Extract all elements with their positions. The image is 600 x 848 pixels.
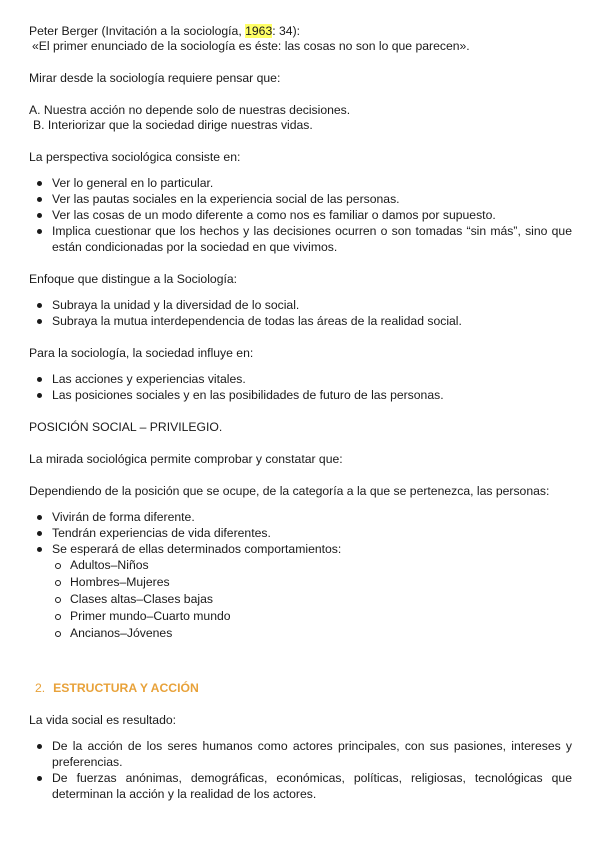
- circle-bullet-icon: [55, 563, 61, 569]
- section-heading: [29, 680, 572, 696]
- bullet-icon: [37, 197, 42, 202]
- posicion-list: [29, 509, 572, 557]
- circle-bullet-icon: [55, 597, 61, 603]
- list-item: Implica cuestionar que los hechos y las decisiones ocurren o son tomadas “sin más”, sino que están condicionadas por la sociedad en que vivimos.: [29, 223, 572, 255]
- bullet-icon: [37, 547, 42, 552]
- list-item: Ver las cosas de un modo diferente a como nos es familiar o damos por supuesto.: [29, 207, 572, 223]
- mirar-lead: Mirar desde la sociología requiere pensar que:: [29, 71, 281, 85]
- enfoque-list: [29, 297, 572, 329]
- perspectiva-list: [29, 175, 572, 255]
- mirar-point-a: A. Nuestra acción no depende solo de nuestras decisiones.: [29, 103, 351, 117]
- section-number: 2.: [35, 681, 46, 695]
- list-item: Tendrán experiencias de vida diferentes.: [29, 525, 572, 541]
- posicion-sublist: [29, 557, 572, 642]
- bullet-icon: [37, 531, 42, 536]
- circle-bullet-icon: [55, 614, 61, 620]
- bullet-icon: [37, 393, 42, 398]
- bullet-icon: [37, 377, 42, 382]
- vida-social-list: [29, 738, 572, 802]
- list-item: Se esperará de ellas determinados comportamientos:: [29, 541, 572, 557]
- section-title: ESTRUCTURA Y ACCIÓN: [53, 681, 199, 695]
- circle-bullet-icon: [55, 631, 61, 637]
- list-item: Las acciones y experiencias vitales.: [29, 371, 572, 387]
- list-item: De la acción de los seres humanos como actores principales, con sus pasiones, intereses y preferencias.: [29, 738, 572, 770]
- berger-quote: «El primer enunciado de la sociología es éste: las cosas no son lo que parecen».: [32, 39, 470, 53]
- bullet-icon: [37, 229, 42, 234]
- document-page: [29, 24, 572, 802]
- circle-bullet-icon: [55, 580, 61, 586]
- perspectiva-lead: La perspectiva sociológica consiste en:: [29, 150, 241, 164]
- citation-line: [29, 24, 572, 39]
- list-item: Subraya la unidad y la diversidad de lo social.: [29, 297, 572, 313]
- sub-list-item: Clases altas–Clases bajas: [29, 591, 572, 608]
- citation-text: Peter Berger (Invitación a la sociología,: [29, 24, 246, 38]
- posicion-lead: Dependiendo de la posición que se ocupe, de la categoría a la que se pertenezca, las personas:: [29, 484, 550, 498]
- list-item: Las posiciones sociales y en las posibilidades de futuro de las personas.: [29, 387, 572, 403]
- sub-list-item: Ancianos–Jóvenes: [29, 625, 572, 642]
- sub-list-item: Primer mundo–Cuarto mundo: [29, 608, 572, 625]
- sub-list-item: Adultos–Niños: [29, 557, 572, 574]
- bullet-icon: [37, 213, 42, 218]
- list-item: Ver lo general en lo particular.: [29, 175, 572, 191]
- mirada-lead: La mirada sociológica permite comprobar y constatar que:: [29, 452, 343, 466]
- list-item: Subraya la mutua interdependencia de todas las áreas de la realidad social.: [29, 313, 572, 329]
- enfoque-lead: Enfoque que distingue a la Sociología:: [29, 272, 238, 286]
- mirar-point-b: B. Interiorizar que la sociedad dirige nuestras vidas.: [33, 118, 313, 132]
- influye-list: [29, 371, 572, 403]
- influye-lead: Para la sociología, la sociedad influye en:: [29, 346, 254, 360]
- bullet-icon: [37, 181, 42, 186]
- posicion-title: POSICIÓN SOCIAL – PRIVILEGIO.: [29, 420, 223, 434]
- bullet-icon: [37, 319, 42, 324]
- bullet-icon: [37, 515, 42, 520]
- citation-page: : 34):: [272, 24, 301, 38]
- list-item: De fuerzas anónimas, demográficas, económicas, políticas, religiosas, tecnológicas que determinan la acción y la realidad de los actores.: [29, 770, 572, 802]
- bullet-icon: [37, 744, 42, 749]
- highlighted-year: 1963: [245, 24, 273, 38]
- vida-social-lead: La vida social es resultado:: [29, 713, 177, 727]
- list-item: Ver las pautas sociales en la experiencia social de las personas.: [29, 191, 572, 207]
- bullet-icon: [37, 776, 42, 781]
- sub-list-item: Hombres–Mujeres: [29, 574, 572, 591]
- list-item: Vivirán de forma diferente.: [29, 509, 572, 525]
- bullet-icon: [37, 303, 42, 308]
